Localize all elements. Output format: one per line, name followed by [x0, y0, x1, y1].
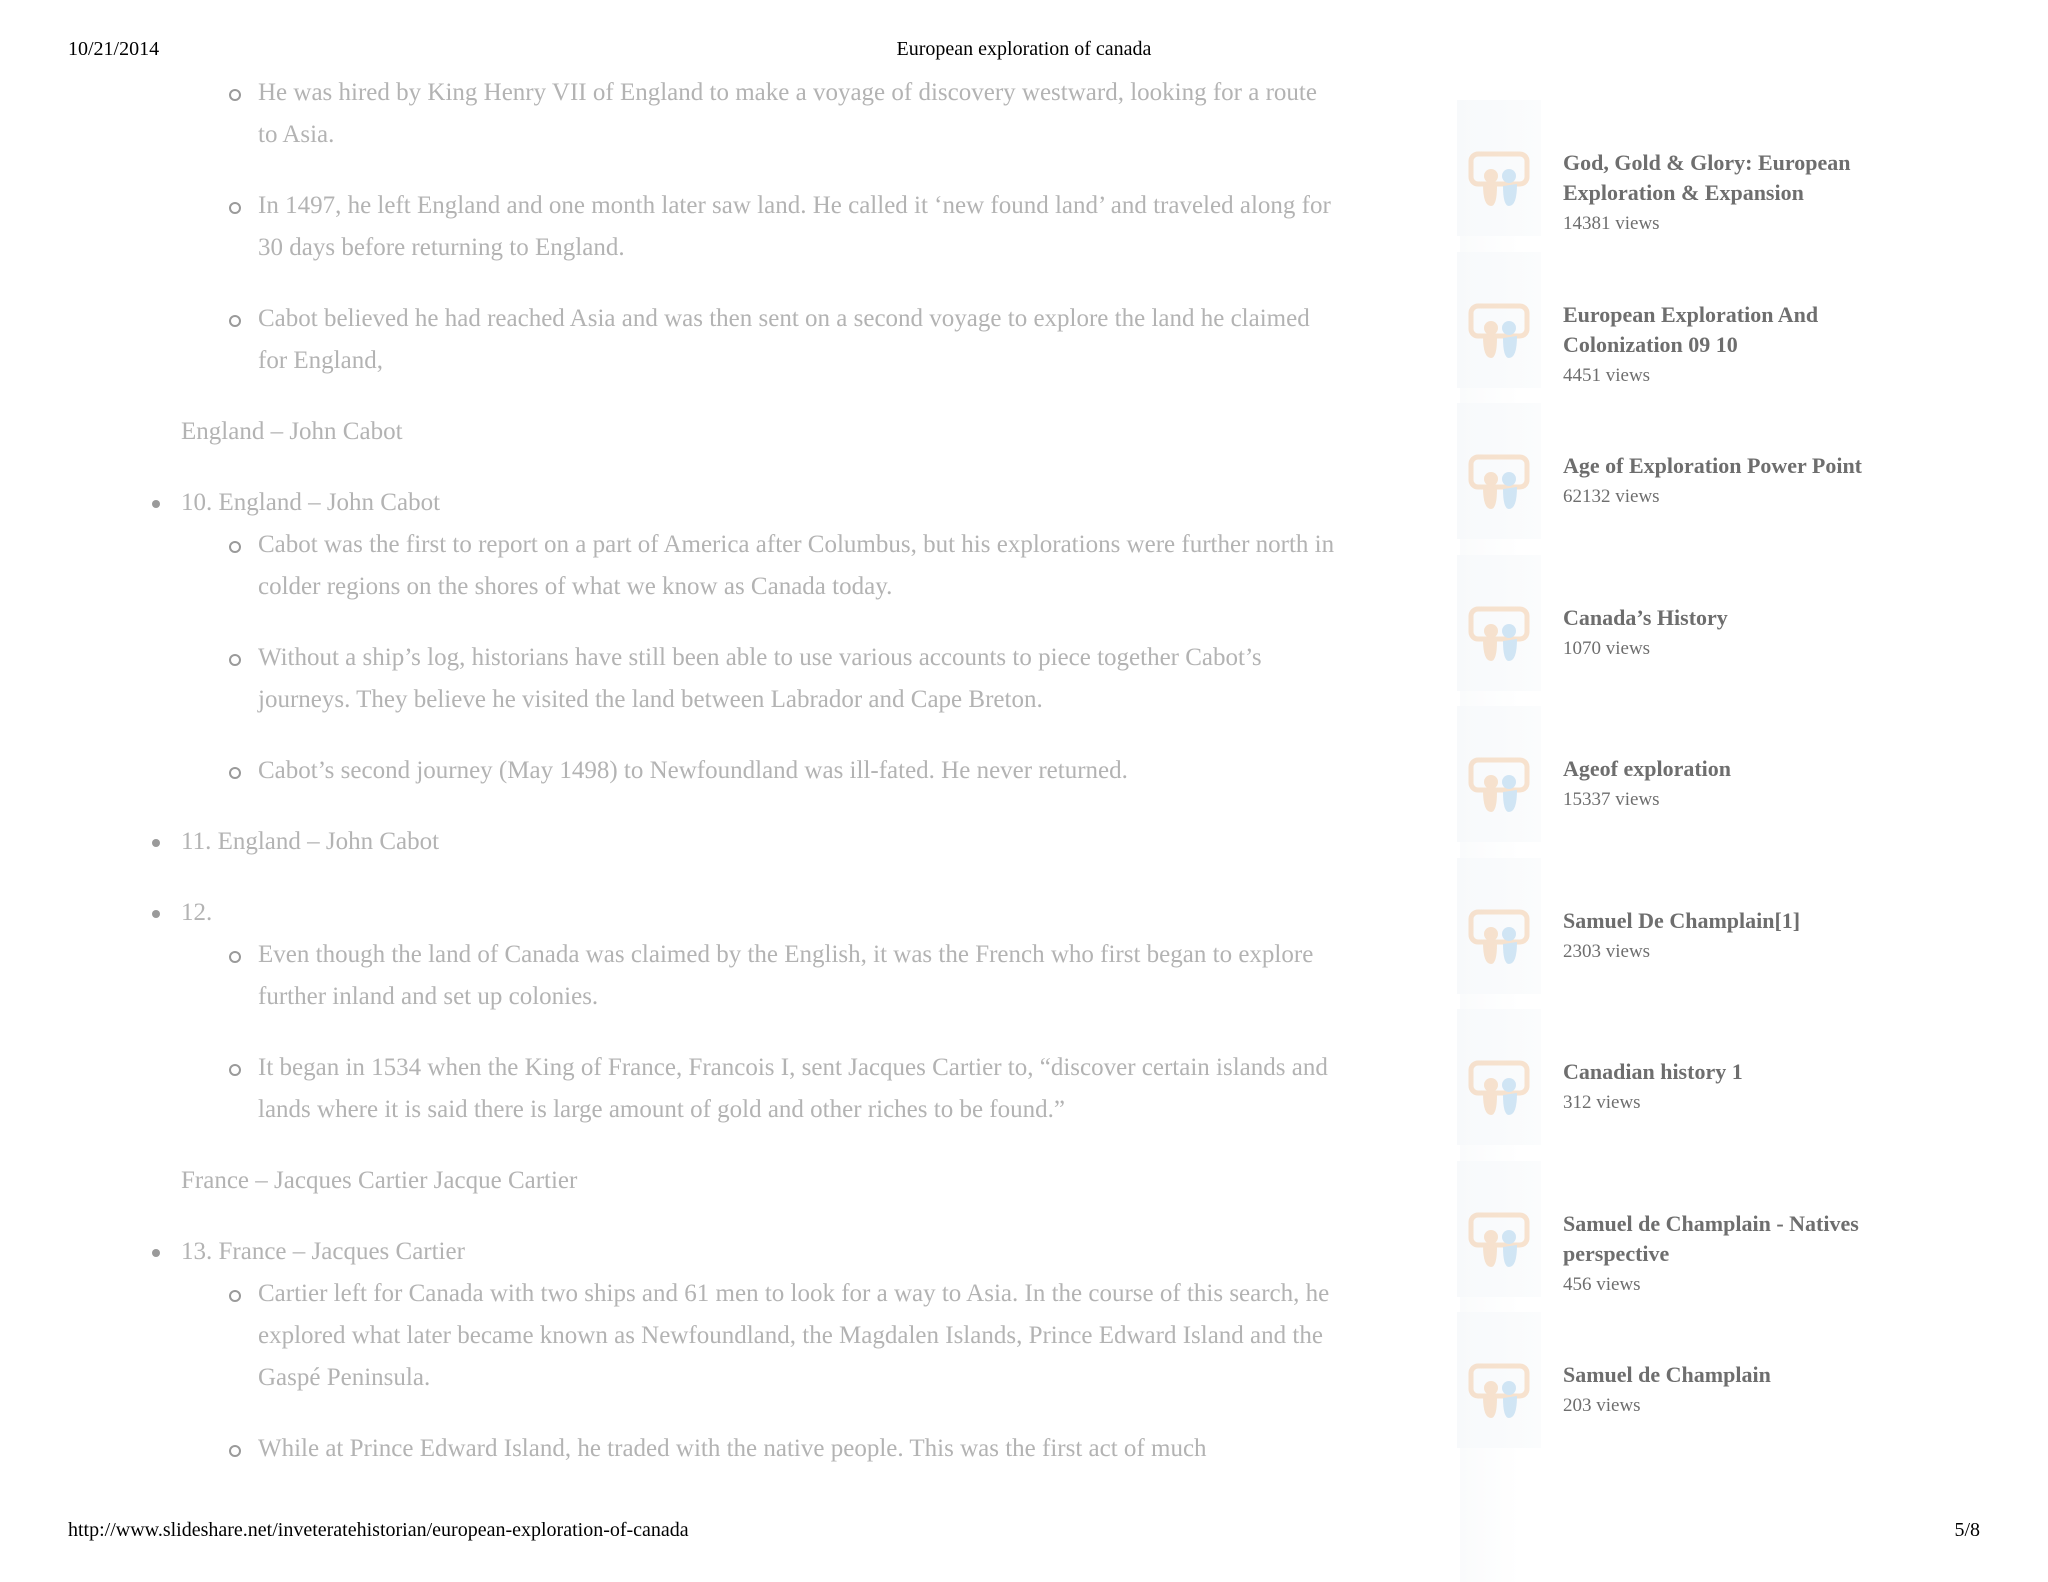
- related-item-text: [1563, 906, 1903, 968]
- related-item-text: [1563, 451, 1903, 513]
- related-item-title[interactable]: God, Gold & Glory: European Exploration & Expansion: [1563, 150, 1851, 205]
- thumbnail[interactable]: [1457, 1161, 1541, 1297]
- related-item-text: [1563, 300, 1903, 392]
- print-url: http://www.slideshare.net/inveteratehistorian/european-exploration-of-canada: [68, 1519, 689, 1541]
- related-item[interactable]: [1415, 858, 2015, 1010]
- list-item: Without a ship’s log, historians have still been able to use various accounts to piece together Cabot’s journeys. They believe he visited the land between Labrador and Cape Breton.: [140, 637, 1340, 721]
- slideshare-logo-icon: [1467, 302, 1531, 362]
- thumbnail[interactable]: [1457, 1009, 1541, 1145]
- slide-title: 13. France – Jacques Cartier: [181, 1238, 465, 1265]
- thumbnail[interactable]: [1457, 858, 1541, 994]
- related-item[interactable]: [1415, 1009, 2015, 1161]
- list-item: It began in 1534 when the King of France, Francois I, sent Jacques Cartier to, “discover certain islands and lands where it is said there is large amount of gold and other riches to be found.”: [140, 1047, 1340, 1131]
- related-item-title[interactable]: Age of Exploration Power Point: [1563, 453, 1863, 478]
- slide-points: [140, 524, 1340, 792]
- related-item-text: [1563, 754, 1903, 816]
- related-item-views: 62132 views: [1563, 486, 1660, 507]
- related-item-text: [1563, 148, 1903, 240]
- related-item[interactable]: [1415, 403, 2015, 555]
- related-item[interactable]: [1415, 1161, 2015, 1313]
- main-content: [140, 72, 1340, 1499]
- slide-list: [140, 482, 1340, 1131]
- related-item[interactable]: [1415, 100, 2015, 252]
- list-item: Cartier left for Canada with two ships and 61 men to look for a way to Asia. In the course of this search, he explored what later became known as Newfoundland, the Magdalen Islands, Prince Edward Island and the Gaspé Peninsula.: [140, 1273, 1340, 1399]
- slideshare-logo-icon: [1467, 756, 1531, 816]
- related-item-title[interactable]: Samuel De Champlain[1]: [1563, 907, 1801, 933]
- thumbnail[interactable]: [1457, 403, 1541, 539]
- slideshare-logo-icon: [1467, 453, 1531, 513]
- related-item-views: 456 views: [1563, 1273, 1641, 1295]
- thumbnail[interactable]: [1457, 555, 1541, 691]
- related-item-title[interactable]: Samuel de Champlain - Natives perspective: [1563, 1210, 1859, 1266]
- slide-title: 10. England – John Cabot: [181, 489, 441, 516]
- thumbnail[interactable]: [1457, 706, 1541, 842]
- slide-11: [140, 821, 1340, 863]
- related-item-views: 203 views: [1563, 1395, 1641, 1416]
- slideshare-logo-icon: [1467, 1362, 1531, 1422]
- slide-points: [140, 1273, 1340, 1470]
- slideshare-logo-icon: [1467, 1211, 1531, 1271]
- list-item: Even though the land of Canada was claimed by the English, it was the French who first began to explore further inland and set up colonies.: [140, 934, 1340, 1018]
- related-item-title[interactable]: Ageof exploration: [1563, 756, 1732, 781]
- list-item: He was hired by King Henry VII of England to make a voyage of discovery westward, looking for a route to Asia.: [140, 72, 1340, 156]
- related-item-text: [1563, 1057, 1903, 1119]
- thumbnail[interactable]: [1457, 252, 1541, 388]
- related-item-views: 1070 views: [1563, 637, 1651, 659]
- slide-caption: France – Jacques Cartier Jacque Cartier: [181, 1167, 578, 1194]
- slide-13: [140, 1231, 1340, 1470]
- related-item-title[interactable]: European Exploration And Colonization 09 10: [1563, 301, 1819, 357]
- slide-title: 11. England – John Cabot: [181, 828, 440, 855]
- related-item[interactable]: [1415, 555, 2015, 707]
- list-item: In 1497, he left England and one month later saw land. He called it ‘new found land’ and traveled along for 30 days before returning to England.: [140, 185, 1340, 269]
- list-item: Cabot was the first to report on a part of America after Columbus, but his explorations were further north in colder regions on the shores of what we know as Canada today.: [140, 524, 1340, 608]
- related-item-title[interactable]: Canada’s History: [1563, 604, 1728, 630]
- related-item-title[interactable]: Canadian history 1: [1563, 1059, 1743, 1084]
- list-item: Cabot believed he had reached Asia and was then sent on a second voyage to explore the land he claimed for England,: [140, 298, 1340, 382]
- related-item-views: 14381 views: [1563, 213, 1660, 234]
- print-date: 10/21/2014: [68, 38, 160, 60]
- list-item: Cabot’s second journey (May 1498) to Newfoundland was ill-fated. He never returned.: [140, 750, 1340, 792]
- related-item[interactable]: [1415, 1312, 2015, 1464]
- thumbnail[interactable]: [1457, 100, 1541, 236]
- cabot-intro-list: [140, 72, 1340, 382]
- related-item-text: [1563, 603, 1903, 665]
- slide-points: [140, 934, 1340, 1131]
- slide-caption: England – John Cabot: [181, 418, 403, 445]
- related-item[interactable]: [1415, 706, 2015, 858]
- slideshare-logo-icon: [1467, 908, 1531, 968]
- list-item: While at Prince Edward Island, he traded with the native people. This was the first act of much: [140, 1428, 1340, 1470]
- print-title: European exploration of canada: [896, 38, 1152, 60]
- thumbnail[interactable]: [1457, 1312, 1541, 1448]
- slide-title: 12.: [181, 899, 213, 926]
- related-item-views: 2303 views: [1563, 940, 1651, 962]
- related-item-text: [1563, 1209, 1903, 1301]
- slide-list: [140, 1231, 1340, 1470]
- related-item-title[interactable]: Samuel de Champlain: [1563, 1362, 1771, 1387]
- slide-10: [140, 482, 1340, 792]
- slideshare-logo-icon: [1467, 1059, 1531, 1119]
- related-item-text: [1563, 1360, 1903, 1422]
- slide-12: [140, 892, 1340, 1131]
- slideshare-logo-icon: [1467, 605, 1531, 665]
- print-page-number: 5/8: [1954, 1519, 1980, 1541]
- related-item-views: 312 views: [1563, 1092, 1641, 1113]
- related-item[interactable]: [1415, 252, 2015, 404]
- related-item-views: 15337 views: [1563, 789, 1660, 810]
- slideshare-logo-icon: [1467, 150, 1531, 210]
- related-item-views: 4451 views: [1563, 364, 1651, 386]
